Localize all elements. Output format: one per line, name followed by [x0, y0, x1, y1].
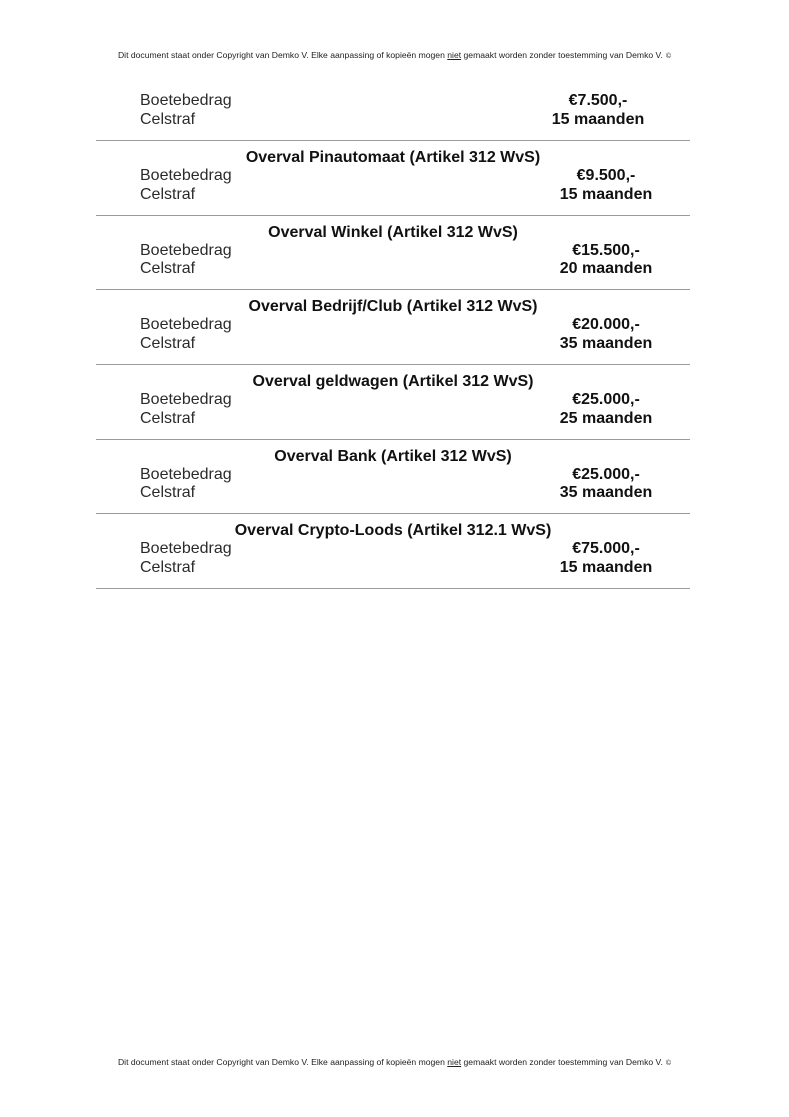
offense-title: Overval Pinautomaat (Artikel 312 WvS) [245, 149, 541, 166]
fine-row [96, 316, 690, 335]
jail-row [96, 335, 690, 354]
copyright-text-end: gemaakt worden zonder toestemming van Demko V. [461, 1057, 663, 1067]
fine-row [96, 391, 690, 410]
fine-row [96, 92, 690, 111]
fine-label: Boetebedrag [140, 465, 232, 483]
jail-row [96, 559, 690, 578]
jail-row [96, 410, 690, 429]
fine-amount: €15.500,- [572, 241, 640, 259]
jail-row [96, 186, 690, 205]
fine-label: Boetebedrag [140, 540, 232, 558]
fine-amount: €25.000,- [572, 465, 640, 483]
offense-title: Overval Crypto-Loods (Artikel 312.1 WvS) [234, 522, 552, 540]
penalty-block [96, 91, 690, 141]
offense-title: Overval geldwagen (Artikel 312 WvS) [252, 373, 534, 391]
penalty-block [96, 365, 690, 440]
jail-duration: 20 maanden [559, 260, 653, 278]
jail-duration: 15 maanden [559, 558, 653, 576]
offense-title: Overval Bedrijf/Club (Artikel 312 WvS) [248, 298, 538, 316]
jail-duration: 15 maanden [551, 110, 645, 128]
fine-label: Boetebedrag [140, 316, 232, 334]
jail-label: Celstraf [140, 334, 196, 352]
offense-title: Overval Winkel (Artikel 312 WvS) [268, 223, 518, 241]
fine-amount: €7.500,- [568, 92, 628, 109]
jail-label: Celstraf [140, 110, 196, 128]
fine-amount: €25.000,- [572, 391, 640, 409]
fine-row [96, 466, 690, 485]
jail-row [96, 484, 690, 503]
penalty-block [96, 440, 690, 515]
jail-duration: 25 maanden [559, 409, 653, 427]
penalty-block [96, 216, 690, 291]
jail-duration: 35 maanden [559, 334, 653, 352]
copyright-text-end: gemaakt worden zonder toestemming van Demko V. [461, 50, 663, 60]
copyright-notice-header [0, 50, 789, 60]
penalty-block [96, 514, 690, 589]
fine-label: Boetebedrag [140, 92, 232, 109]
jail-label: Celstraf [140, 260, 196, 278]
jail-duration: 35 maanden [559, 484, 653, 502]
fine-row [96, 242, 690, 261]
copyright-notice-footer [0, 1057, 789, 1067]
fine-amount: €9.500,- [576, 167, 636, 184]
jail-label: Celstraf [140, 185, 196, 203]
copyright-icon: © [665, 53, 672, 60]
penalty-block [96, 290, 690, 365]
fine-label: Boetebedrag [140, 391, 232, 409]
fine-amount: €20.000,- [572, 316, 640, 334]
fine-row [96, 167, 690, 186]
jail-row [96, 260, 690, 279]
copyright-emphasis: niet [447, 50, 462, 60]
fine-label: Boetebedrag [140, 241, 232, 259]
jail-label: Celstraf [140, 558, 196, 576]
jail-label: Celstraf [140, 484, 196, 502]
offense-title: Overval Bank (Artikel 312 WvS) [274, 447, 512, 465]
penalty-list [96, 91, 690, 589]
fine-label: Boetebedrag [140, 167, 232, 184]
copyright-emphasis: niet [447, 1057, 462, 1067]
copyright-icon: © [665, 1060, 672, 1067]
jail-duration: 15 maanden [559, 185, 653, 203]
penalty-block [96, 141, 690, 216]
copyright-text: Dit document staat onder Copyright van Demko V. Elke aanpassing of kopieën mogen [117, 1057, 448, 1067]
fine-row [96, 540, 690, 559]
copyright-text: Dit document staat onder Copyright van Demko V. Elke aanpassing of kopieën mogen [117, 50, 448, 60]
jail-label: Celstraf [140, 409, 196, 427]
jail-row [96, 111, 690, 130]
fine-amount: €75.000,- [572, 540, 640, 558]
